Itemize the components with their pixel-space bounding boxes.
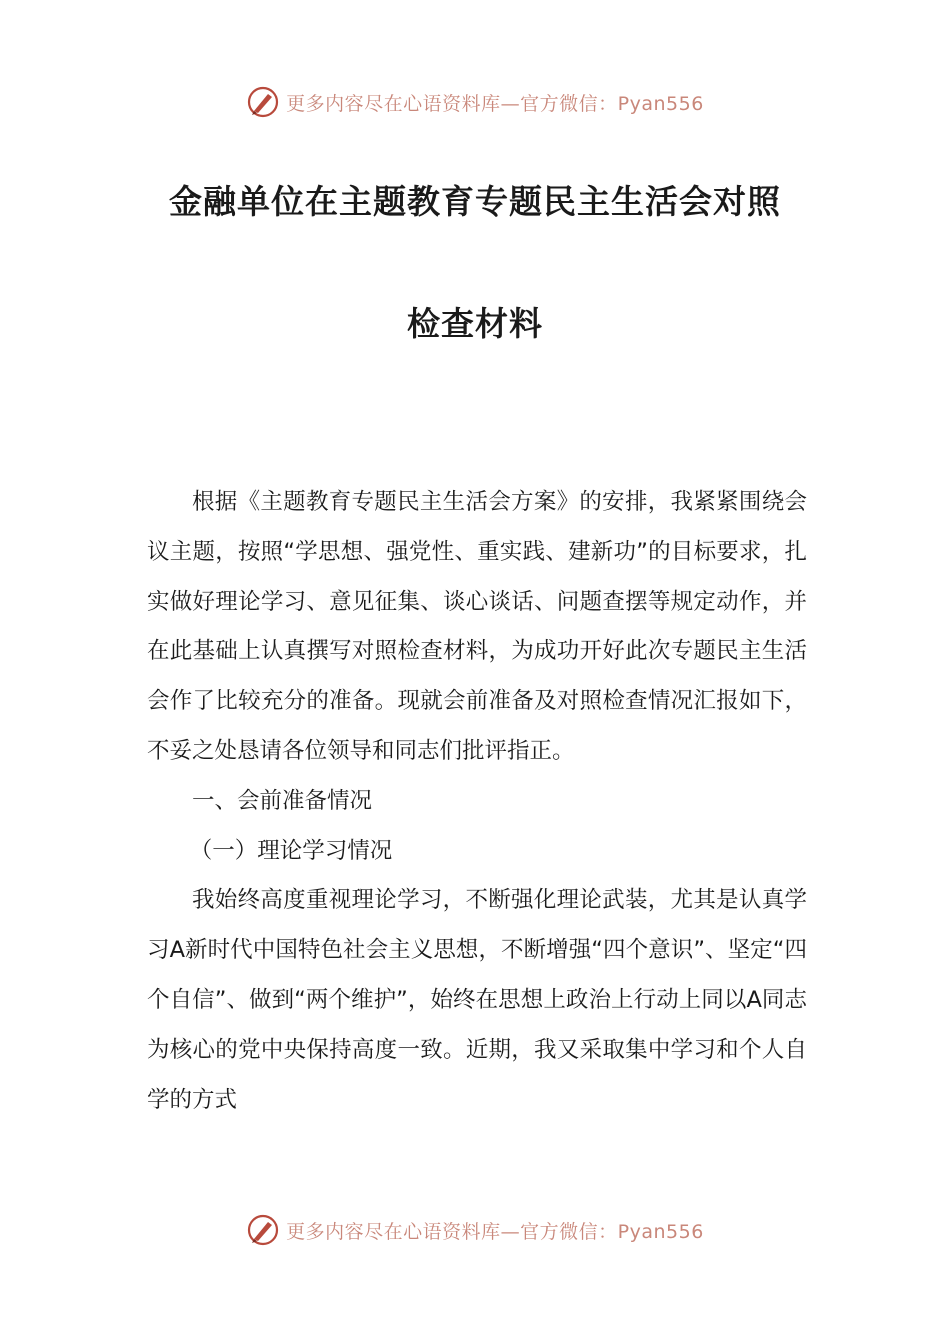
- banner-text: 更多内容尽在心语资料库—官方微信：: [286, 1220, 618, 1243]
- banner-wechat-id: Pyan556: [617, 1220, 704, 1243]
- document-title-line-1: 金融单位在主题教育专题民主生活会对照: [169, 182, 781, 221]
- document-body: [147, 478, 807, 1125]
- pen-logo-icon: [246, 1213, 280, 1247]
- pen-logo-icon: [246, 85, 280, 119]
- banner-text: 更多内容尽在心语资料库—官方微信：: [286, 92, 618, 115]
- footer-watermark-banner: [0, 1210, 950, 1250]
- header-watermark-banner: [0, 82, 950, 122]
- document-title-line-2: 检查材料: [407, 304, 543, 343]
- banner-wechat-id: Pyan556: [617, 92, 704, 115]
- body-paragraph: 根据《主题教育专题民主生活会方案》的安排，我紧紧围绕会议主题，按照“学思想、强党性、重实践、建新功”的目标要求，扎实做好理论学习、意见征集、谈心谈话、问题查摆等规定动作，并在此基础上认真撰写对照检查材料，为成功开好此次专题民主生活会作了比较充分的准备。现就会前准备及对照检查情况汇报如下，不妥之处恳请各位领导和同志们批评指正。: [147, 489, 807, 764]
- section-heading: 一、会前准备情况: [192, 787, 373, 814]
- body-paragraph: 我始终高度重视理论学习，不断强化理论武装，尤其是认真学习A新时代中国特色社会主义思想，不断增强“四个意识”、坚定“四个自信”、做到“两个维护”，始终在思想上政治上行动上同以A同志为核心的党中央保持高度一致。近期，我又采取集中学习和个人自学的方式: [147, 887, 807, 1113]
- subsection-heading: （一）理论学习情况: [189, 837, 393, 864]
